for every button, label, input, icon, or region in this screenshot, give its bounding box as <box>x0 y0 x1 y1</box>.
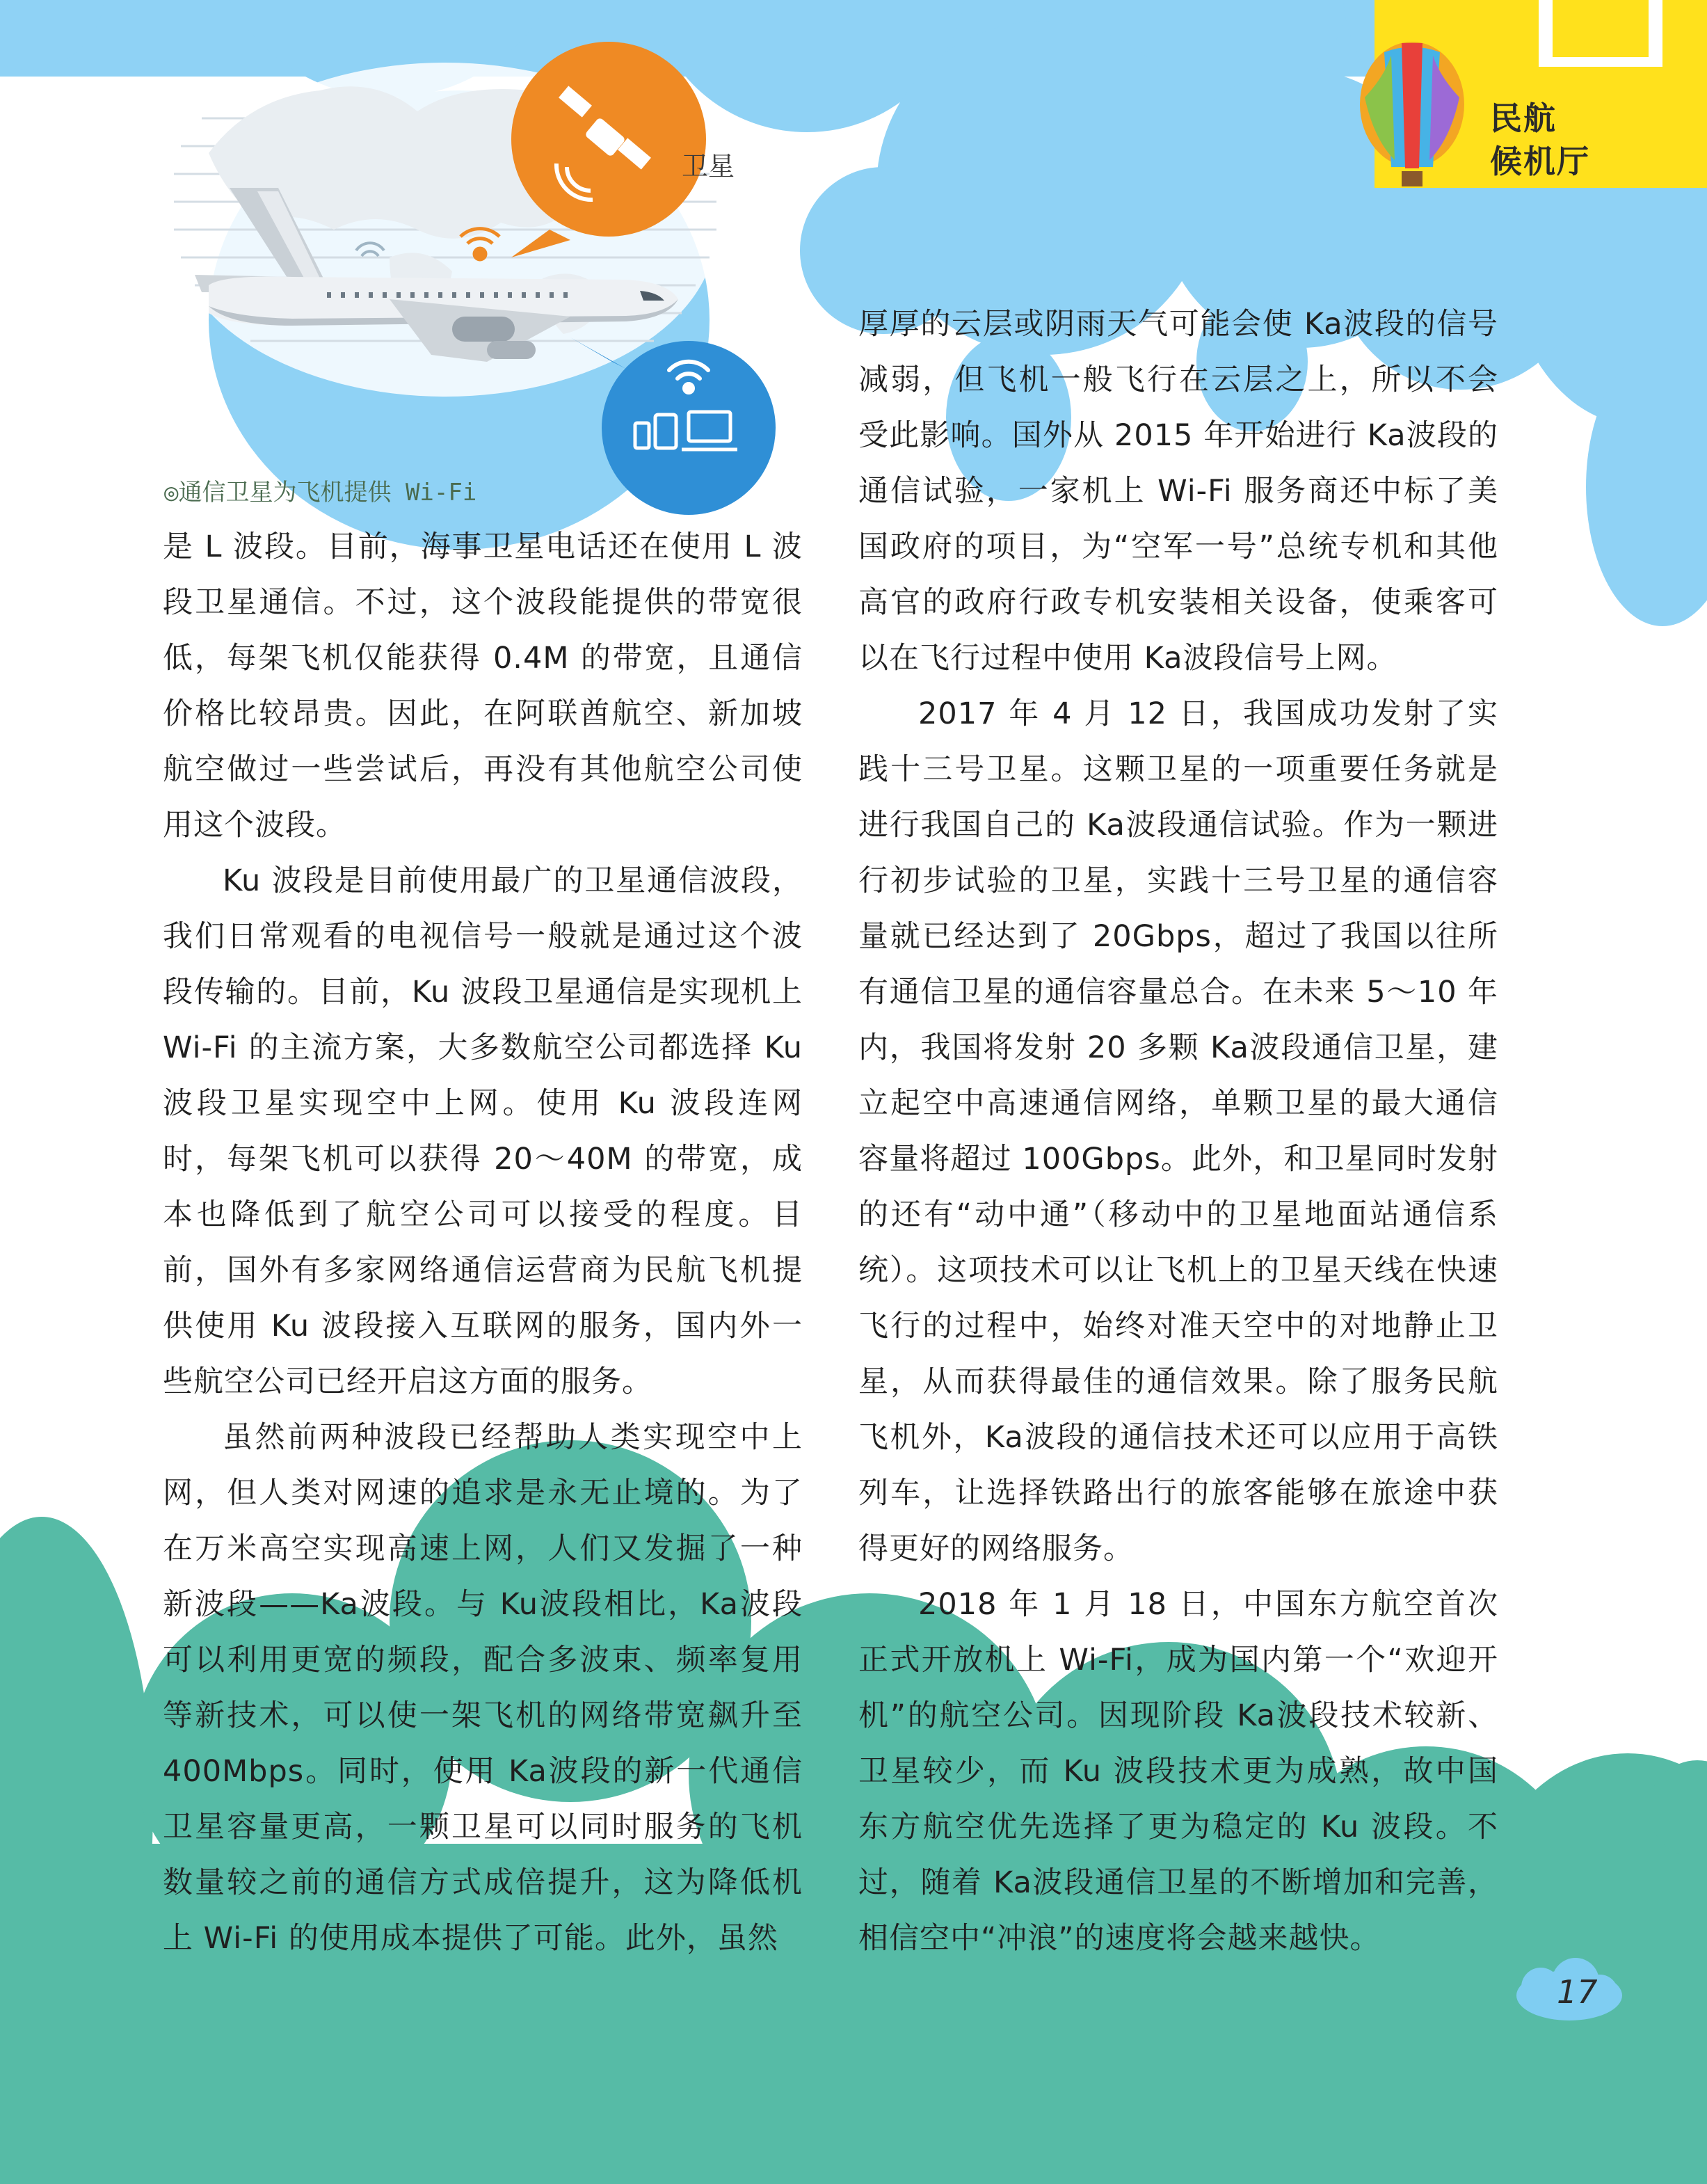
page-number <box>1516 1966 1621 2022</box>
paragraph: 厚厚的云层或阴雨天气可能会使 Ka波段的信号减弱，但飞机一般飞行在云层之上，所以不会受此影响。国外从 2015 年开始进行 Ka波段的通信试验，一家机上 Wi-Fi 服务商还中标了美国政府的项目，为“空军一号”总统专机和其他高官的政府行政专机安装相关设备，使乘客可以在飞行过程中使用 Ka波段信号上网。 <box>858 307 1498 676</box>
paragraph: 虽然前两种波段已经帮助人类实现空中上网，但人类对网速的追求是永无止境的。为了在万米高空实现高速上网，人们又发掘了一种新波段——Ka波段。与 Ku波段相比，Ka波段可以利用更宽的频段，配合多波束、频率复用等新技术，可以使一架飞机的网络带宽飙升至 400Mbps。同时，使用 Ka波段的新一代通信卫星容量更高，一颗卫星可以同时服务的飞机数量较之前的通信方式成倍提升，这为降低机上 Wi-Fi 的使用成本提供了可能。此外，虽然 <box>163 1420 803 1956</box>
paragraph: 2018 年 1 月 18 日，中国东方航空首次正式开放机上 Wi-Fi，成为国内第一个“欢迎开机”的航空公司。因现阶段 Ka波段技术较新、卫星较少，而 Ku 波段技术更为成熟，故中国东方航空优先选择了更为稳定的 Ku 波段。不过，随着 Ka波段通信卫星的不断增加和完善，相信空中“冲浪”的速度将会越来越快。 <box>858 1587 1498 1956</box>
article-column-right <box>858 296 1498 1966</box>
figure-caption: ◎通信卫星为飞机提供 Wi-Fi <box>164 479 477 507</box>
satellite-label: 卫星 <box>682 151 735 182</box>
article-column-left <box>163 519 803 1966</box>
page-number-text: 17 <box>1557 1973 1598 2011</box>
section-title-line-1: 民航 <box>1490 99 1557 137</box>
paragraph: 是 L 波段。目前，海事卫星电话还在使用 L 波段卫星通信。不过，这个波段能提供的带宽很低，每架飞机仅能获得 0.4M 的带宽，且通信价格比较昂贵。因此，在阿联酋航空、新加坡航空做过一些尝试后，再没有其他航空公司使用这个波段。 <box>163 529 803 843</box>
paragraph: 2017 年 4 月 12 日，我国成功发射了实践十三号卫星。这颗卫星的一项重要任务就是进行我国自己的 Ka波段通信试验。作为一颗进行初步试验的卫星，实践十三号卫星的通信容量就已经达到了 20Gbps，超过了我国以往所有通信卫星的通信容量总合。在未来 5～10 年内，我国将发射 20 多颗 Ka波段通信卫星，建立起空中高速通信网络，单颗卫星的最大通信容量将超过 100Gbps。此外，和卫星同时发射的还有“动中通”（移动中的卫星地面站通信系统）。这项技术可以让飞机上的卫星天线在快速飞行的过程中，始终对准天空中的对地静止卫星，从而获得最佳的通信效果。除了服务民航飞机外，Ka波段的通信技术还可以应用于高铁列车，让选择铁路出行的旅客能够在旅途中获得更好的网络服务。 <box>858 696 1498 1566</box>
paragraph: Ku 波段是目前使用最广的卫星通信波段，我们日常观看的电视信号一般就是通过这个波段传输的。目前，Ku 波段卫星通信是实现机上 Wi-Fi 的主流方案，大多数航空公司都选择 Ku 波段卫星实现空中上网。使用 Ku 波段连网时，每架飞机可以获得 20～40M 的带宽，成本也降低到了航空公司可以接受的程度。目前，国外有多家网络通信运营商为民航飞机提供使用 Ku 波段接入互联网的服务，国内外一些航空公司已经开启这方面的服务。 <box>163 863 803 1399</box>
section-badge <box>1375 0 1707 188</box>
section-title-line-2: 候机厅 <box>1490 143 1590 180</box>
